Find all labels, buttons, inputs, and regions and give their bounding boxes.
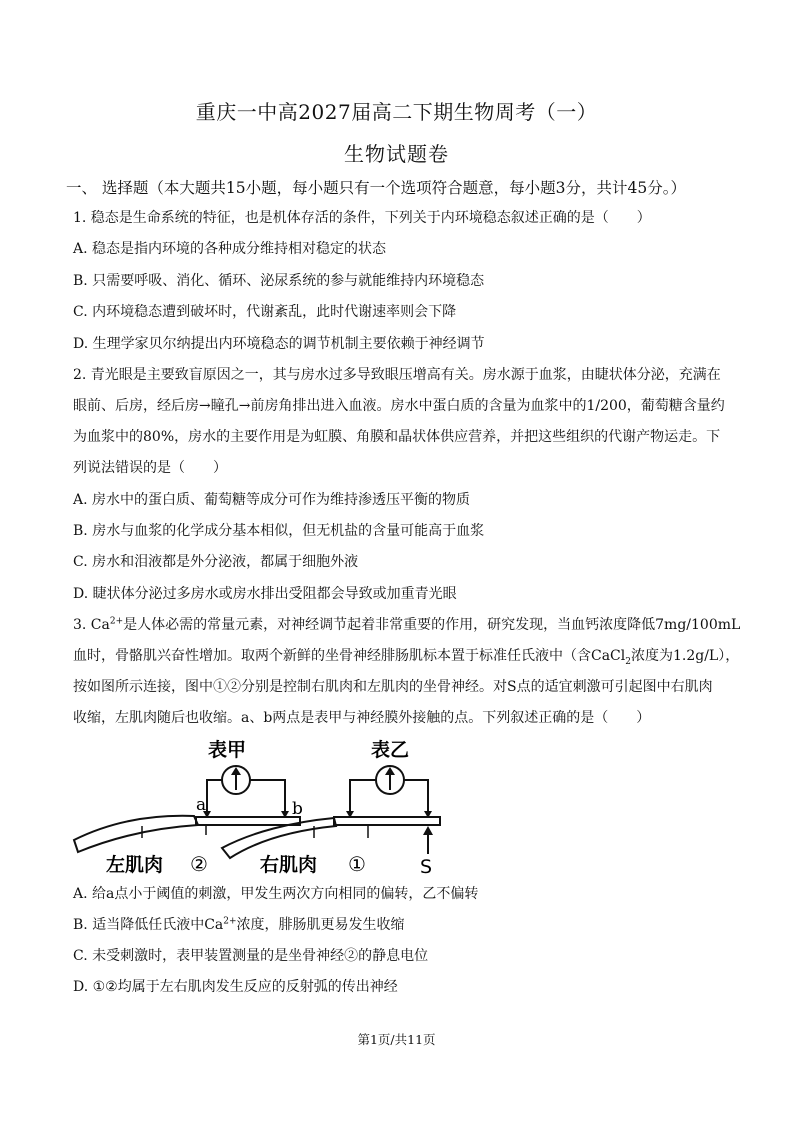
q3-option-c: C. 未受刺激时，表甲装置测量的是坐骨神经②的静息电位 — [73, 948, 429, 964]
page-title: 重庆一中高2027届高二下期生物周考（一） — [195, 100, 598, 124]
page-subtitle: 生物试题卷 — [344, 142, 449, 166]
q2-option-d: D. 睫状体分泌过多房水或房水排出受阻都会导致或加重青光眼 — [73, 586, 457, 602]
q2-stem-line4: 列说法错误的是（ ） — [73, 460, 227, 476]
q3-stem-line3: 按如图所示连接，图中①②分别是控制右肌肉和左肌肉的坐骨神经。对S点的适宜刺激可引起图中右肌肉 — [73, 679, 713, 695]
q2-option-a: A. 房水中的蛋白质、葡萄糖等成分可作为维持渗透压平衡的物质 — [73, 492, 471, 508]
left-muscle-label: 左肌肉 — [106, 854, 164, 876]
q3-stem-line1: 3. $Ca^{2+}$是人体必需的常量元素，对神经调节起着非常重要的作用，研究发现，当血钙浓度降低7mg/100mL — [73, 616, 741, 633]
q2-stem-line2: 眼前、后房，经后房→瞳孔→前房角排出进入血液。房水中蛋白质的含量为血浆中的1/200，葡萄糖含量约 — [73, 398, 725, 414]
q2-option-c: C. 房水和泪液都是外分泌液，都属于细胞外液 — [73, 554, 359, 570]
point-a-label: a — [196, 795, 207, 815]
nerve-1-segment — [334, 817, 440, 825]
q3-option-d: D. ①②均属于左右肌肉发生反应的反射弧的传出神经 — [73, 979, 398, 995]
q1-option-a: A. 稳态是指内环境的各种成分维持相对稳定的状态 — [73, 241, 387, 257]
section-heading: 一、 选择题（本大题共15小题，每小题只有一个选项符合题意，每小题3分，共计45分。） — [66, 179, 686, 197]
meter-yi-label: 表乙 — [370, 739, 410, 761]
meter-yi-icon — [346, 766, 432, 818]
q1-stem: 1. 稳态是生命系统的特征，也是机体存活的条件，下列关于内环境稳态叙述正确的是（ ） — [73, 210, 651, 226]
q2-option-b: B. 房水与血浆的化学成分基本相似，但无机盐的含量可能高于血浆 — [73, 523, 485, 539]
q3-stem-line2: 血时，骨骼肌兴奋性增加。取两个新鲜的坐骨神经腓肠肌标本置于标准任氏液中（含CaCl$_2$浓度为1.2g/L）， — [73, 648, 740, 667]
point-b-label: b — [292, 799, 303, 819]
nerve-2-label: ② — [190, 852, 208, 876]
meter-jia-label: 表甲 — [207, 739, 247, 761]
left-muscle-shape — [74, 816, 198, 852]
q1-option-b: B. 只需要呼吸、消化、循环、泌尿系统的参与就能维持内环境稳态 — [73, 273, 485, 289]
q3-option-b: B. 适当降低任氏液中$Ca^{2+}$浓度，腓肠肌更易发生收缩 — [73, 916, 405, 933]
q3-option-a: A. 给a点小于阈值的刺激，甲发生两次方向相同的偏转，乙不偏转 — [73, 886, 479, 902]
q2-stem-line3: 为血浆中的80%，房水的主要作用是为虹膜、角膜和晶状体供应营养，并把这些组织的代谢产物运走。下 — [73, 429, 721, 445]
q1-option-d: D. 生理学家贝尔纳提出内环境稳态的调节机制主要依赖于神经调节 — [73, 336, 485, 352]
q3-stem-line4: 收缩，左肌肉随后也收缩。a、b两点是表甲与神经膜外接触的点。下列叙述正确的是（ ） — [73, 710, 651, 726]
q1-option-c: C. 内环境稳态遭到破坏时，代谢紊乱，此时代谢速率则会下降 — [73, 304, 457, 320]
nerve-1-label: ① — [348, 852, 366, 876]
q2-stem-line1: 2. 青光眼是主要致盲原因之一，其与房水过多导致眼压增高有关。房水源于血浆，由睫状体分泌，充满在 — [73, 367, 721, 383]
stimulus-point-label: S — [420, 856, 433, 878]
page-footer: 第1页/共11页 — [357, 1032, 436, 1047]
right-muscle-label: 右肌肉 — [260, 854, 318, 876]
meter-jia-icon — [203, 766, 289, 818]
nerve-2-segment — [196, 817, 300, 825]
nerve-muscle-diagram — [72, 734, 464, 882]
